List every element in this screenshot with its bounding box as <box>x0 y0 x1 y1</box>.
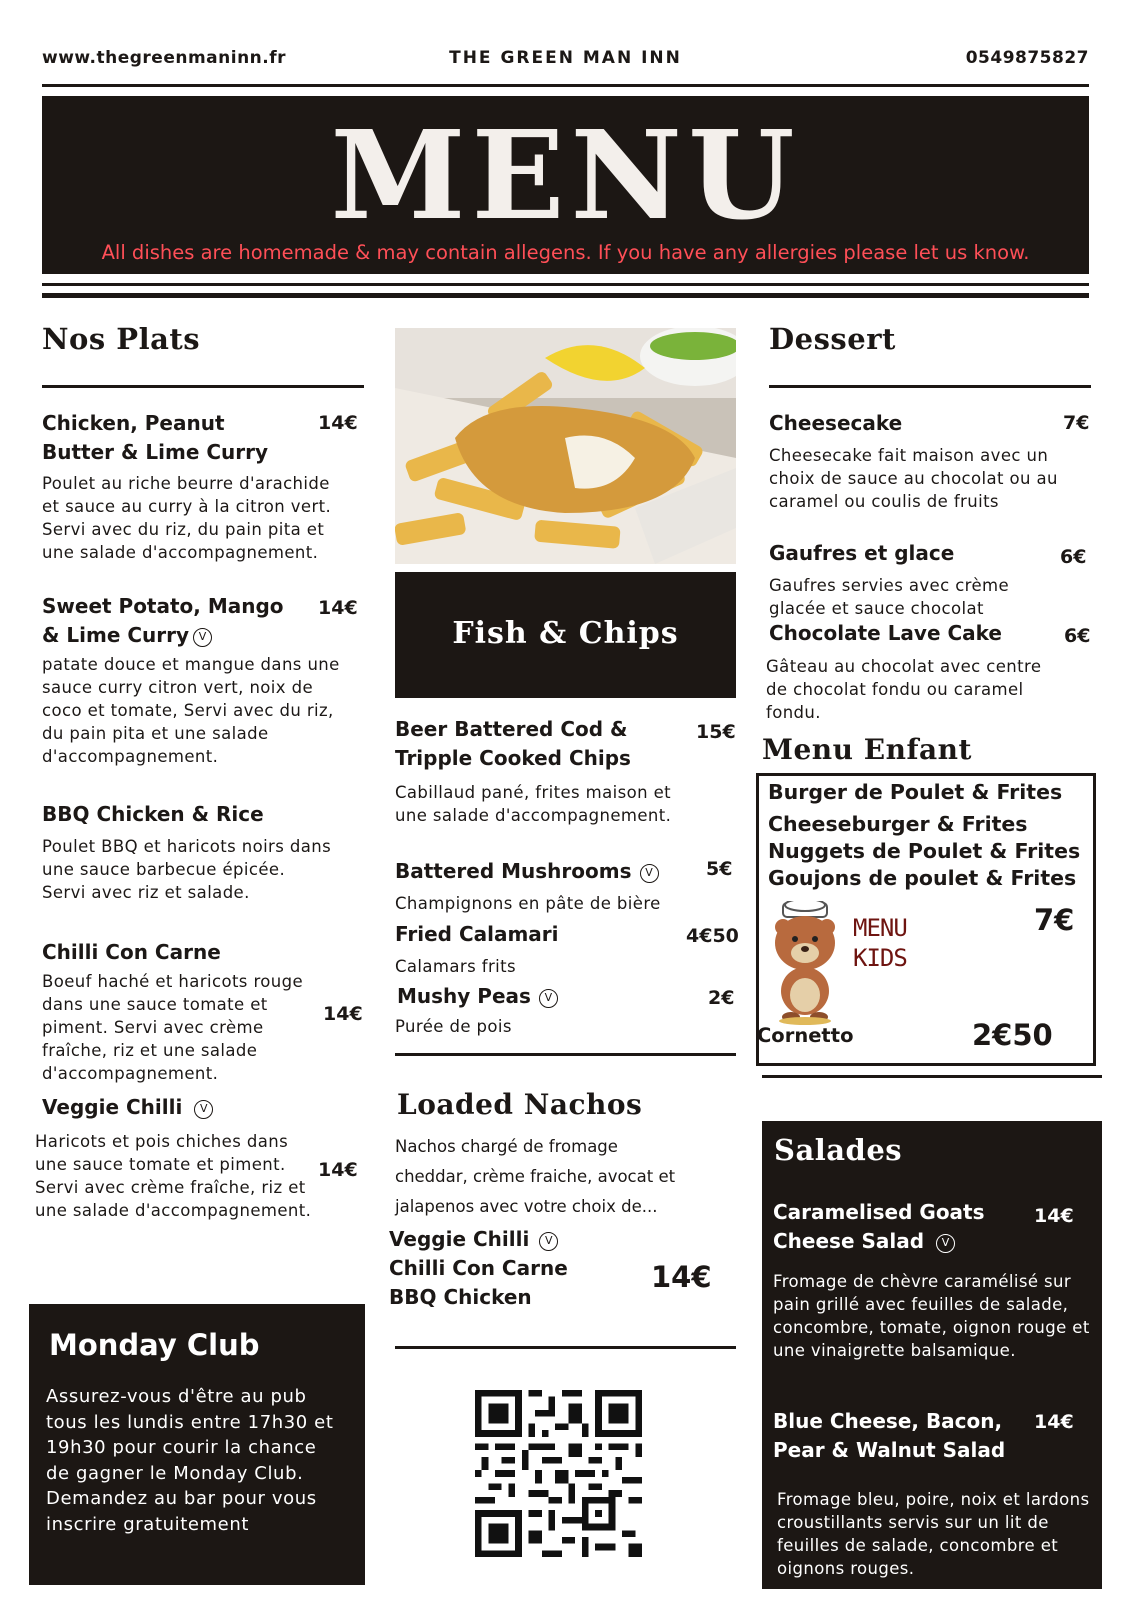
vegetarian-icon: V <box>539 989 558 1008</box>
salades-title: Salades <box>774 1133 903 1167</box>
salad-description: Fromage bleu, poire, noix et lardons croustillants servis sur un lit de feuilles de salade, concombre et oignons rouges. <box>777 1490 1090 1578</box>
monday-club-text: Assurez-vous d'être au pub tous les lundis entre 17h30 et 19h30 pour courir la chance de gagner le Monday Club. Demandez au bar pour vous inscrire gratuitement <box>46 1386 334 1535</box>
loaded-nachos-title: Loaded Nachos <box>397 1088 643 1121</box>
kids-item: Nuggets de Poulet & Frites <box>768 839 1081 863</box>
dish-description: Calamars frits <box>395 957 516 976</box>
cornetto-price: 2€50 <box>972 1018 1053 1052</box>
divider <box>395 1346 736 1349</box>
dish-description: Poulet BBQ et haricots noirs dans une sauce barbecue épicée. Servi avec riz et salade. <box>42 837 332 902</box>
fish-and-chips-photo <box>395 328 736 564</box>
divider <box>42 283 1089 286</box>
dish-description: Haricots et pois chiches dans une sauce tomate et piment. Servi avec crème fraîche, riz et une salade d'accompagnement. <box>35 1132 312 1220</box>
dish-price: 14€ <box>323 1003 363 1025</box>
nachos-description-line: Nachos chargé de fromage <box>395 1137 618 1156</box>
divider <box>42 293 1089 298</box>
fish-and-chips-header <box>395 572 736 698</box>
dish-name: Gaufres et glace <box>769 541 955 565</box>
dish-name: Cheesecake <box>769 411 903 435</box>
nachos-description-line: cheddar, crème fraiche, avocat et <box>395 1167 676 1186</box>
vegetarian-icon: V <box>640 864 659 883</box>
dish-description: Boeuf haché et haricots rouge dans une sauce tomate et piment. Servi avec crème fraîche, riz et une salade d'accompagnement. <box>42 972 304 1083</box>
allergen-note: All dishes are homemade & may contain allegens. If you have any allergies please let us know. <box>101 241 1030 264</box>
salad-price: 14€ <box>1034 1411 1074 1433</box>
dish-price: 6€ <box>1064 625 1091 647</box>
menu-title: MENU <box>330 103 801 247</box>
dish-price: 15€ <box>696 721 736 743</box>
vegetarian-icon: V <box>539 1232 558 1251</box>
nachos-option: BBQ Chicken <box>389 1285 532 1309</box>
phone-number[interactable]: 0549875827 <box>965 48 1089 68</box>
dish-description: Purée de pois <box>395 1017 512 1036</box>
divider <box>762 1075 1102 1078</box>
salad-name: Caramelised Goats Cheese Salad V <box>773 1200 985 1253</box>
dish-price: 14€ <box>318 597 358 619</box>
monday-club-title: Monday Club <box>49 1328 260 1362</box>
divider <box>769 385 1091 388</box>
website-link[interactable]: www.thegreenmaninn.fr <box>42 48 287 68</box>
dish-name: Veggie Chilli V <box>42 1093 213 1122</box>
cornetto-name: Cornetto <box>757 1024 854 1047</box>
dish-price: 7€ <box>1063 412 1090 434</box>
kids-menu-box <box>756 773 1096 1066</box>
nachos-price: 14€ <box>651 1260 712 1294</box>
nos-plats-title: Nos Plats <box>42 322 201 356</box>
dish-price: 5€ <box>706 858 733 880</box>
dish-name: Fried Calamari <box>395 922 559 946</box>
salad-description: Fromage de chèvre caramélisé sur pain grillé avec feuilles de salade, concombre, tomate, oignon rouge et une vinaigrette balsamique. <box>773 1272 1090 1360</box>
divider <box>395 1053 736 1056</box>
nachos-option: Chilli Con Carne <box>389 1256 568 1280</box>
dish-price: 6€ <box>1060 546 1087 568</box>
dessert-title: Dessert <box>769 322 896 356</box>
dish-name: Chicken, Peanut Butter & Lime Curry <box>42 411 269 464</box>
dish-name: Chocolate Lave Cake <box>769 621 1002 645</box>
vegetarian-icon: V <box>194 1100 213 1119</box>
menu-enfant-title: Menu Enfant <box>762 733 972 766</box>
salad-name: Blue Cheese, Bacon, Pear & Walnut Salad <box>773 1409 1006 1462</box>
menu-banner <box>42 96 1089 274</box>
divider <box>42 84 1089 87</box>
vegetarian-icon: V <box>936 1234 955 1253</box>
nachos-description-line: jalapenos avec votre choix de... <box>395 1197 658 1216</box>
dish-description: Champignons en pâte de bière <box>395 894 661 913</box>
dish-description: patate douce et mangue dans une sauce curry citron vert, noix de coco et tomate, Servi avec du riz, du pain pita et une salade d'accompagnement. <box>42 655 340 766</box>
kids-item: Burger de Poulet & Frites <box>768 780 1063 804</box>
fish-and-chips-title: Fish & Chips <box>452 616 679 651</box>
menu-kids-logo-text: MENU KIDS <box>853 914 907 972</box>
nachos-description <box>395 1132 675 1222</box>
kids-item: Cheeseburger & Frites <box>768 812 1028 836</box>
dish-description: Cheesecake fait maison avec un choix de sauce au chocolat ou au caramel ou coulis de fruits <box>769 446 1058 511</box>
dish-name: Chilli Con Carne <box>42 940 221 964</box>
salades-box <box>762 1121 1102 1589</box>
restaurant-name: THE GREEN MAN INN <box>449 48 682 68</box>
dish-description: Gaufres servies avec crème glacée et sauce chocolat <box>769 576 1010 618</box>
dish-name: BBQ Chicken & Rice <box>42 802 264 826</box>
nachos-options <box>389 1225 568 1312</box>
dish-price: 4€50 <box>686 925 739 947</box>
salad-price: 14€ <box>1034 1205 1074 1227</box>
vegetarian-icon: V <box>193 628 212 647</box>
dish-description: Gâteau au chocolat avec centre de chocolat fondu ou caramel fondu. <box>766 657 1042 722</box>
nachos-option: Veggie Chilli V <box>389 1225 568 1254</box>
dish-name: Beer Battered Cod & Tripple Cooked Chips <box>395 717 631 770</box>
dish-price: 14€ <box>318 412 358 434</box>
dish-name: Battered Mushrooms V <box>395 857 659 886</box>
divider <box>42 385 364 388</box>
dish-price: 14€ <box>318 1159 358 1181</box>
kids-item: Goujons de poulet & Frites <box>768 866 1077 890</box>
dish-name: Mushy Peas V <box>397 982 558 1011</box>
dish-price: 2€ <box>708 987 735 1009</box>
dish-description: Cabillaud pané, frites maison et une salade d'accompagnement. <box>395 783 672 825</box>
qr-code[interactable] <box>475 1390 642 1557</box>
dish-name: Sweet Potato, Mango & Lime Curry V <box>42 594 284 647</box>
monday-club-box <box>29 1304 365 1585</box>
dish-description: Poulet au riche beurre d'arachide et sauce au curry à la citron vert. Servi avec du riz, du pain pita et une salade d'accompagnement. <box>42 474 332 562</box>
kids-menu-price: 7€ <box>1034 903 1075 937</box>
